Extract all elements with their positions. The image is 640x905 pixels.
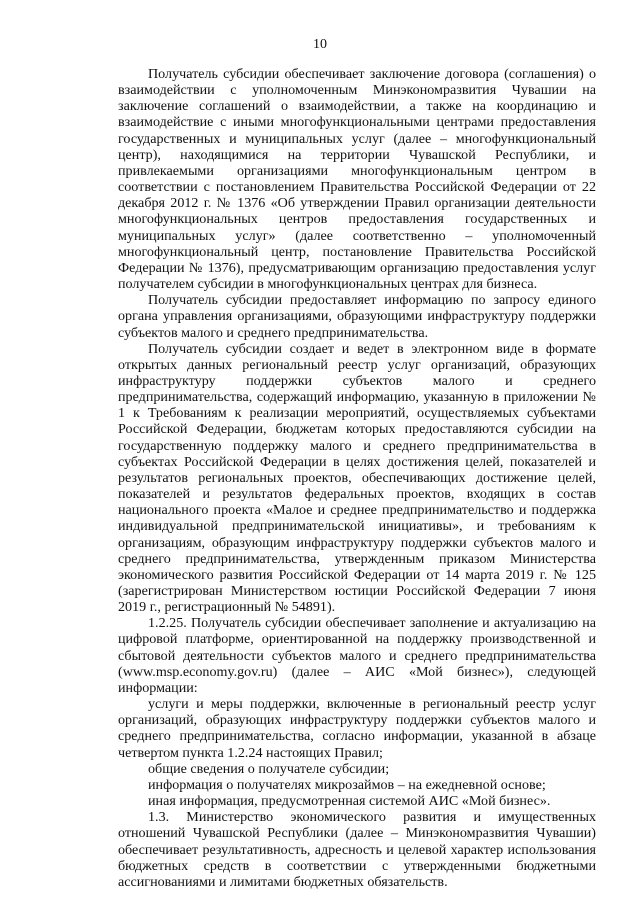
paragraph-agreement: Получатель субсидии обеспечивает заключение договора (соглашения) о взаимодействии с уполномоченным Минэкономразвития Чувашии на заключение соглашений о взаимодействии, а также на координацию и взаимодействие с иными многофункциональными центрами предоставления государственных и муниципальных услуг (далее – многофункциональный центр), находящимися на территории Чувашской Республики, и привлекаемыми организациями многофункциональным центром в соответствии с постановлением Правительства Российской Федерации от 22 декабря 2012 г. № 1376 «Об утверждении Правил организации деятельности многофункциональных центров предоставления государственных и муниципальных услуг» (далее соответственно – уполномоченный многофункциональный центр, постановление Правительства Российской Федерации № 1376), предусматривающим организацию предоставления услуг получателем субсидии в многофункциональных центрах для бизнеса. xyxy=(118,66,596,293)
list-item: услуги и меры поддержки, включенные в региональный реестр услуг организаций, образующих инфраструктуру поддержки субъектов малого и среднего предпринимательства, согласно информации, указанной в абзаце четвертом пункта 1.2.24 настоящих Правил; xyxy=(118,696,596,761)
paragraph-1-2-25: 1.2.25. Получатель субсидии обеспечивает заполнение и актуализацию на цифровой платформе, ориентированной на поддержку производственной и сбытовой деятельности субъектов малого и среднего предпринимательства (www.msp.economy.gov.ru) (далее – АИС «Мой бизнес»), следующей информации: xyxy=(118,615,596,696)
page-number: 10 xyxy=(313,37,327,52)
information-list xyxy=(118,696,596,809)
paragraph-information-request: Получатель субсидии предоставляет информацию по запросу единого органа управления организациями, образующими инфраструктуру поддержки субъектов малого и среднего предпринимательства. xyxy=(118,292,596,341)
paragraph-1-3: 1.3. Министерство экономического развития и имущественных отношений Чувашской Республики (далее – Минэкономразвития Чувашии) обеспечивает результативность, адресность и целевой характер использования бюджетных средств в соответствии с утвержденными бюджетными ассигнованиями и лимитами бюджетных обязательств. xyxy=(118,809,596,890)
list-item: общие сведения о получателе субсидии; xyxy=(148,760,390,777)
list-item: иная информация, предусмотренная системой АИС «Мой бизнес». xyxy=(148,793,551,810)
document-body xyxy=(118,66,596,890)
paragraph-regional-registry: Получатель субсидии создает и ведет в электронном виде в формате открытых данных региональный реестр услуг организаций, образующих инфраструктуру поддержки субъектов малого и среднего предпринимательства, содержащий информацию, указанную в приложении № 1 к Требованиям к реализации мероприятий, осуществляемых субъектами Российской Федерации, бюджетам которых предоставляются субсидии на государственную поддержку малого и среднего предпринимательства в субъектах Российской Федерации в целях достижения целей, показателей и результатов региональных проектов, обеспечивающих достижение целей, показателей и результатов федеральных проектов, входящих в состав национального проекта «Малое и среднее предпринимательство и поддержка индивидуальной предпринимательской инициативы», и требованиям к организациям, образующим инфраструктуру поддержки субъектов малого и среднего предпринимательства, утвержденным приказом Министерства экономического развития Российской Федерации от 14 марта 2019 г. № 125 (зарегистрирован Министерством юстиции Российской Федерации 7 июня 2019 г., регистрационный № 54891). xyxy=(118,340,596,616)
list-item: информация о получателях микрозаймов – на ежедневной основе; xyxy=(148,776,546,793)
